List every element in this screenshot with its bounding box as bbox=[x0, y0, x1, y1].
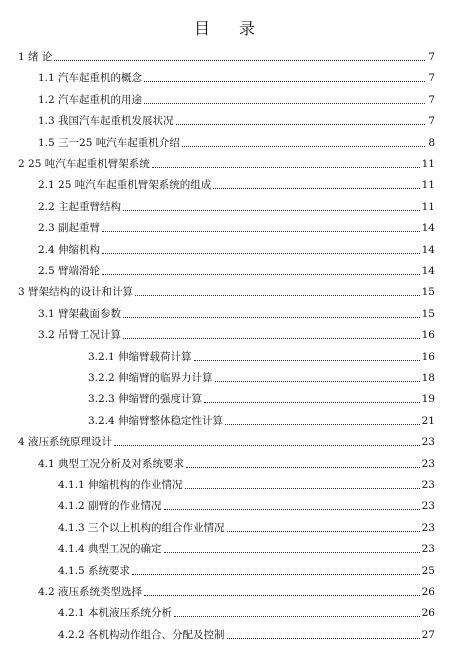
dot-leader bbox=[174, 616, 420, 617]
dot-leader bbox=[132, 574, 420, 575]
toc-entry-label: 2.5 臂端滑轮 bbox=[38, 265, 101, 277]
toc-entry-label: 1.3 我国汽车起重机发展状况 bbox=[38, 115, 174, 128]
toc-entry-label: 2.3 副起重臂 bbox=[38, 222, 101, 235]
dot-leader bbox=[215, 381, 420, 382]
toc-entry-page: 16 bbox=[421, 350, 435, 363]
toc-entry-label: 3.2.4 伸缩臂整体稳定性计算 bbox=[88, 414, 224, 427]
toc-entry-page: 7 bbox=[428, 72, 435, 85]
toc-entry-page: 23 bbox=[421, 479, 435, 491]
toc-entry[interactable] bbox=[38, 216, 435, 234]
toc-entry[interactable] bbox=[58, 537, 435, 555]
dot-leader bbox=[144, 81, 425, 82]
toc-entry-label: 3.2.1 伸缩臂载荷计算 bbox=[88, 350, 192, 363]
toc-entry[interactable] bbox=[38, 88, 435, 106]
dot-leader bbox=[182, 146, 425, 147]
toc-entry[interactable] bbox=[38, 323, 435, 341]
dot-leader bbox=[227, 531, 420, 532]
dot-leader bbox=[144, 103, 425, 104]
toc-entry-page: 19 bbox=[421, 393, 435, 406]
toc-entry-page: 15 bbox=[421, 307, 435, 320]
toc-entry-page: 14 bbox=[421, 265, 435, 277]
toc-entry-page: 7 bbox=[428, 115, 435, 128]
toc-entry-page: 8 bbox=[428, 136, 435, 149]
toc-entry-label: 1 绪 论 bbox=[18, 51, 53, 63]
toc-entry-label: 4.2.1 本机液压系统分析 bbox=[58, 607, 173, 620]
toc-entry-page: 23 bbox=[421, 521, 435, 534]
toc-entry-page: 26 bbox=[421, 586, 435, 598]
dot-leader bbox=[164, 509, 420, 510]
dot-leader bbox=[144, 595, 420, 596]
toc-entry-label: 2.2 主起重臂结构 bbox=[38, 200, 122, 213]
toc-entry[interactable] bbox=[38, 259, 435, 277]
toc-entry[interactable] bbox=[88, 366, 435, 384]
dot-leader bbox=[186, 467, 420, 468]
toc-entry-label: 1.5 三一25 吨汽车起重机介绍 bbox=[38, 136, 180, 149]
toc-entry-label: 2.4 伸缩机构 bbox=[38, 243, 101, 256]
toc-entry[interactable] bbox=[58, 559, 435, 577]
dot-leader bbox=[102, 231, 420, 232]
dot-leader bbox=[152, 167, 420, 168]
dot-leader bbox=[164, 552, 420, 553]
dot-leader bbox=[185, 488, 420, 489]
toc-entry-page: 14 bbox=[421, 222, 435, 235]
toc-entry-label: 2.1 25 吨汽车起重机臂架系统的组成 bbox=[38, 179, 212, 192]
toc-entry-label: 3.2.2 伸缩臂的临界力计算 bbox=[88, 372, 213, 384]
toc-entry-page: 7 bbox=[428, 51, 435, 63]
toc-entry-page: 21 bbox=[421, 414, 435, 427]
toc-entry-page: 26 bbox=[421, 607, 435, 620]
dot-leader bbox=[114, 445, 420, 446]
toc-entry[interactable] bbox=[18, 45, 435, 63]
dot-leader bbox=[227, 638, 420, 639]
toc-entry-page: 18 bbox=[421, 372, 435, 384]
toc-entry-page: 7 bbox=[428, 93, 435, 106]
toc-entry-label: 4.2 液压系统类型选择 bbox=[38, 586, 143, 598]
dot-leader bbox=[123, 317, 420, 318]
dot-leader bbox=[54, 60, 425, 61]
toc-entry-label: 4.1.4 典型工况的确定 bbox=[58, 543, 162, 556]
toc-entry-label: 3.2.3 伸缩臂的强度计算 bbox=[88, 393, 203, 406]
toc-entry[interactable] bbox=[38, 238, 435, 256]
toc-entry[interactable] bbox=[38, 131, 435, 149]
toc-entry-page: 14 bbox=[421, 243, 435, 256]
toc-entry-page: 11 bbox=[421, 200, 435, 213]
toc-entry-label: 2 25 吨汽车起重机臂架系统 bbox=[18, 158, 150, 170]
dot-leader bbox=[176, 124, 425, 125]
dot-leader bbox=[102, 253, 420, 254]
toc-entry[interactable] bbox=[58, 473, 435, 491]
toc-entry-page: 23 bbox=[421, 500, 435, 513]
toc-entry[interactable] bbox=[18, 280, 435, 298]
toc-entry[interactable] bbox=[58, 494, 435, 512]
dot-leader bbox=[135, 295, 420, 296]
toc-entry-label: 3 臂架结构的设计和计算 bbox=[18, 286, 134, 299]
toc-entry[interactable] bbox=[58, 516, 435, 534]
toc-entry-page: 23 bbox=[421, 543, 435, 556]
dot-leader bbox=[123, 338, 420, 339]
toc-entry[interactable] bbox=[38, 580, 435, 598]
toc-entry-label: 4.1.3 三个以上机构的组合作业情况 bbox=[58, 521, 225, 534]
toc-entry-page: 11 bbox=[421, 158, 435, 170]
toc-entry-page: 23 bbox=[421, 457, 435, 470]
toc-entry-page: 15 bbox=[421, 286, 435, 299]
dot-leader bbox=[194, 360, 420, 361]
toc-entry-page: 16 bbox=[421, 329, 435, 342]
toc-entry[interactable] bbox=[18, 152, 435, 170]
dot-leader bbox=[102, 274, 420, 275]
toc-entry-label: 3.2 吊臂工况计算 bbox=[38, 329, 122, 342]
toc-entry[interactable] bbox=[58, 601, 435, 619]
toc-entry-label: 1.1 汽车起重机的概念 bbox=[38, 72, 143, 85]
toc-entry-label: 4.1 典型工况分析及对系统要求 bbox=[38, 457, 185, 470]
toc-entry[interactable] bbox=[38, 452, 435, 470]
toc-entry[interactable] bbox=[58, 623, 435, 641]
toc-entry[interactable] bbox=[18, 430, 435, 448]
document-title: 目 录 bbox=[193, 19, 268, 38]
toc-entry-label: 4.1.2 副臂的作业情况 bbox=[58, 500, 162, 513]
toc-entry-label: 4 液压系统原理设计 bbox=[18, 436, 113, 449]
toc-entry[interactable] bbox=[38, 195, 435, 213]
toc-entry-label: 4.1.1 伸缩机构的作业情况 bbox=[58, 479, 183, 491]
toc-entry-label: 4.1.5 系统要求 bbox=[58, 564, 131, 577]
dot-leader bbox=[213, 188, 419, 189]
toc-entry-label: 4.2.2 各机构动作组合、分配及控制 bbox=[58, 628, 225, 641]
dot-leader bbox=[123, 210, 420, 211]
toc-entry-label: 3.1 臂架截面参数 bbox=[38, 307, 122, 320]
toc-entry-page: 25 bbox=[421, 564, 435, 577]
dot-leader bbox=[204, 402, 420, 403]
toc-entry-page: 27 bbox=[421, 628, 435, 641]
toc-entry[interactable] bbox=[38, 173, 435, 191]
toc-entry[interactable] bbox=[38, 109, 435, 127]
toc-entry-page: 11 bbox=[421, 179, 435, 192]
dot-leader bbox=[225, 424, 420, 425]
toc-entry[interactable] bbox=[38, 302, 435, 320]
toc-entry[interactable] bbox=[88, 345, 435, 363]
toc-entry[interactable] bbox=[88, 387, 435, 405]
toc-entry-label: 1.2 汽车起重机的用途 bbox=[38, 93, 143, 106]
toc-entry-page: 23 bbox=[421, 436, 435, 449]
toc-entry[interactable] bbox=[88, 409, 435, 427]
toc-entry[interactable] bbox=[38, 66, 435, 84]
